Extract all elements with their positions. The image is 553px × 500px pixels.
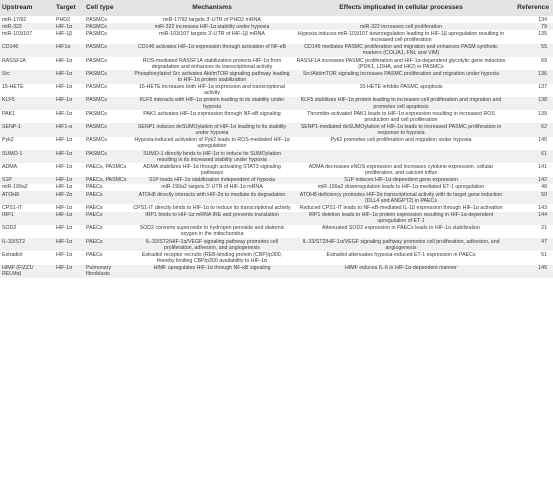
cell-reference: 62 xyxy=(509,123,553,136)
cell-effect: RASSF1A increases PASMC proliferation and HIF-1α-dependent glycolytic gene induction (PDK1, LDHA, and HK2) in PASMCs xyxy=(293,57,509,70)
cell-reference: 138 xyxy=(509,97,553,110)
cell-effect: Pyk2 promotes cell proliferation and migration under hypoxia xyxy=(293,137,509,150)
cell-cell-type: PASMCs xyxy=(84,23,131,30)
cell-cell-type: PASMCs xyxy=(84,84,131,97)
cell-cell-type: PASMCs xyxy=(84,44,131,57)
cell-cell-type: PASMCs xyxy=(84,30,131,43)
cell-upstream: KLF5 xyxy=(0,97,54,110)
cell-target: HIF-1α xyxy=(54,57,84,70)
cell-upstream: HIMF (FIZZ1/ RELMα) xyxy=(0,265,54,278)
cell-upstream: Estradiol xyxy=(0,251,54,264)
cell-target: HIF1-α xyxy=(54,123,84,136)
cell-mechanism: CPS1-IT directly binds to HIF-1α to reduce its transcriptional activity xyxy=(131,204,293,211)
cell-reference: 55 xyxy=(509,44,553,57)
table-row xyxy=(0,177,553,184)
cell-cell-type: PASMCs xyxy=(84,150,131,163)
cell-cell-type: PAECs xyxy=(84,225,131,238)
cell-mechanism: ADMA stabilizes HIF-1α through activating STAT3 signaling pathways xyxy=(131,163,293,176)
cell-effect: miR-199a2 downregulation leads to HIF-1α-mediated ET-1 upregulation xyxy=(293,184,509,191)
cell-reference: 139 xyxy=(509,110,553,123)
cell-reference: 50 xyxy=(509,191,553,204)
cell-reference: 144 xyxy=(509,212,553,225)
header-target: Target xyxy=(54,0,84,16)
cell-effect: Reduced CPS1-IT leads to NF-κB-mediated IL-1β expression through HIF-1α activation xyxy=(293,204,509,211)
cell-upstream: IRP1 xyxy=(0,212,54,225)
cell-cell-type: PAECs, PASMCs xyxy=(84,177,131,184)
cell-reference: 142 xyxy=(509,177,553,184)
header-mechanisms: Mechanisms xyxy=(131,0,293,16)
cell-reference: 134 xyxy=(509,16,553,23)
cell-effect: Attenuated SOD2 expression in PAECs leads to HIF-1α stabilization xyxy=(293,225,509,238)
cell-upstream: IL-33/ST2 xyxy=(0,238,54,251)
table-row xyxy=(0,184,553,191)
cell-reference: 140 xyxy=(509,137,553,150)
cell-cell-type: PAECs, PASMCs xyxy=(84,163,131,176)
table-row xyxy=(0,265,553,278)
cell-effect xyxy=(293,150,509,163)
cell-upstream: miR-17/92 xyxy=(0,16,54,23)
cell-upstream: CD146 xyxy=(0,44,54,57)
cell-target: HIF-1α xyxy=(54,150,84,163)
cell-upstream: SENP-1 xyxy=(0,123,54,136)
cell-effect: ATOH8 deficiency promotes HIF-2α transcriptional activity with its target gene induction (DLL4 and ANGPT2) in PAECs xyxy=(293,191,509,204)
cell-cell-type: PASMCs xyxy=(84,123,131,136)
cell-upstream: miR-103/107 xyxy=(0,30,54,43)
cell-target: HIF-1α xyxy=(54,251,84,264)
cell-target: HIF-1α xyxy=(54,265,84,278)
cell-target: HIF-1α xyxy=(54,110,84,123)
header-cell-type: Cell type xyxy=(84,0,131,16)
cell-mechanism: ROS-mediated RASSF1A stabilization protects HIF-1α from degradation and enhances its transcriptional activity xyxy=(131,57,293,70)
header-upstream: Upstream xyxy=(0,0,54,16)
cell-effect: KLF5 stabilizes HIF-1α protein leading to increases cell proliferation and migration and promotes cell apoptosis xyxy=(293,97,509,110)
cell-target: HIF-1α xyxy=(54,204,84,211)
cell-upstream: miR-199a2 xyxy=(0,184,54,191)
cell-reference: 137 xyxy=(509,84,553,97)
cell-effect: IRP1 deletion leads to HIF-1α protein expression resulting in HIF-1α-dependent upregulation of ET-1 xyxy=(293,212,509,225)
cell-effect: CD146 mediates PASMC proliferation and migration and enhances PASM synthetic markers (COLIA1, FNI, and VIM) xyxy=(293,44,509,57)
cell-target: HIF-1α xyxy=(54,163,84,176)
cell-cell-type: PAECs xyxy=(84,212,131,225)
cell-effect: S1P induces HIF-1α-dependent gene expression xyxy=(293,177,509,184)
cell-target: HIF-1α xyxy=(54,23,84,30)
table-row xyxy=(0,70,553,83)
cell-target: PHD2 xyxy=(54,16,84,23)
cell-reference: 47 xyxy=(509,238,553,251)
cell-reference: 143 xyxy=(509,204,553,211)
table-row xyxy=(0,57,553,70)
cell-mechanism: miR-103/107 targets 3'-UTR of HIF-1β mRNA xyxy=(131,30,293,43)
cell-effect xyxy=(293,16,509,23)
table-header xyxy=(0,0,553,16)
cell-effect: ADMA decreases eNOS expression and increases cytokine expression, cellular proliferation, and calcium influx xyxy=(293,163,509,176)
cell-mechanism: PAK1 activates HIF-1α expression through NF-κB signaling xyxy=(131,110,293,123)
cell-cell-type: PAECs xyxy=(84,191,131,204)
cell-upstream: RASSF1A xyxy=(0,57,54,70)
cell-cell-type: PASMCs xyxy=(84,137,131,150)
table-row xyxy=(0,44,553,57)
header-reference: Reference xyxy=(509,0,553,16)
cell-mechanism: Phosphorylated Src activates Akt/mTOR signaling pathway leading to HIF-1α protein stabilization xyxy=(131,70,293,83)
cell-mechanism: ATOH8 directly interacts with HIF-2α to mediate its degradation xyxy=(131,191,293,204)
cell-target: HIF-1α xyxy=(54,70,84,83)
table-row xyxy=(0,137,553,150)
cell-mechanism: miR-199a2 targets 3'-UTR of HIF-1α mRNA xyxy=(131,184,293,191)
cell-upstream: ADMA xyxy=(0,163,54,176)
table-body xyxy=(0,16,553,278)
cell-target: HIF-1α xyxy=(54,177,84,184)
cell-upstream: CPS1-IT xyxy=(0,204,54,211)
table-row xyxy=(0,84,553,97)
cell-target: HIF-2α xyxy=(54,191,84,204)
cell-effect: Src/Akt/mTOR signaling increases PASMC proliferation and migration under hypoxia xyxy=(293,70,509,83)
table-row xyxy=(0,204,553,211)
table-row xyxy=(0,110,553,123)
cell-reference: 135 xyxy=(509,30,553,43)
table-row xyxy=(0,123,553,136)
cell-target: HIF-1α xyxy=(54,238,84,251)
cell-reference: 21 xyxy=(509,225,553,238)
cell-effect: 15-HETE inhibits PASMC apoptosis xyxy=(293,84,509,97)
cell-mechanism: SENP1 induces deSUMOylation of HIF-1α leading to its stability under hypoxia xyxy=(131,123,293,136)
cell-reference: 51 xyxy=(509,251,553,264)
cell-mechanism: miR-17/92 targets 3'-UTR of PHD2 mRNA xyxy=(131,16,293,23)
cell-mechanism: Hypoxia-induced activation of Pyk2 leads to ROS-mediated HIF-1α upregulation xyxy=(131,137,293,150)
cell-upstream: Pyk2 xyxy=(0,137,54,150)
cell-target: HIF-1α xyxy=(54,97,84,110)
cell-target: HIF-1α xyxy=(54,137,84,150)
cell-cell-type: PASMCs xyxy=(84,110,131,123)
table-row xyxy=(0,163,553,176)
cell-target: HIF-1α xyxy=(54,212,84,225)
cell-mechanism: S1P leads HIF-1α stabilization independent of hypoxia xyxy=(131,177,293,184)
cell-cell-type: Pulmonary fibroblasts xyxy=(84,265,131,278)
cell-target: HIF-1α xyxy=(54,84,84,97)
cell-effect: miR-322 increases cell proliferation xyxy=(293,23,509,30)
cell-upstream: SUMO-1 xyxy=(0,150,54,163)
cell-cell-type: PASMCs xyxy=(84,57,131,70)
cell-upstream: PAK1 xyxy=(0,110,54,123)
cell-cell-type: PAECs xyxy=(84,184,131,191)
cell-reference: 136 xyxy=(509,70,553,83)
cell-upstream: SOD2 xyxy=(0,225,54,238)
table-row xyxy=(0,97,553,110)
cell-cell-type: PAECs xyxy=(84,238,131,251)
cell-mechanism: miR-322 increases HIF-1α stability under hypoxia xyxy=(131,23,293,30)
cell-cell-type: PAECs xyxy=(84,204,131,211)
cell-reference: 61 xyxy=(509,150,553,163)
cell-reference: 79 xyxy=(509,23,553,30)
cell-effect: Hypoxia induces miR-103/107 downregulation leading to HIF-1β upregulation resulting in increased cell proliferation xyxy=(293,30,509,43)
cell-upstream: 15-HETE xyxy=(0,84,54,97)
table-row xyxy=(0,251,553,264)
cell-upstream: S1P xyxy=(0,177,54,184)
cell-mechanism: HIMF upregulates HIF-1α through NF-κB signaling xyxy=(131,265,293,278)
table-row xyxy=(0,23,553,30)
cell-reference: 69 xyxy=(509,57,553,70)
table-row xyxy=(0,212,553,225)
header-effects: Effects implicated in cellular processes xyxy=(293,0,509,16)
cell-mechanism: SOD2 converts superoxide to hydrogen peroxide and diatomic oxygen in the mitochondria xyxy=(131,225,293,238)
table-row xyxy=(0,150,553,163)
cell-mechanism: SUMO-1 directly binds to HIF-1α to induce its SUMOylation resulting in its increased stability under hypoxia xyxy=(131,150,293,163)
cell-effect: SENP1-mediated deSUMOylation of HIF-1α leads to increased PASMC proliferation in response to hypoxia xyxy=(293,123,509,136)
cell-reference: 141 xyxy=(509,163,553,176)
cell-target: HIF-1α xyxy=(54,184,84,191)
table-row xyxy=(0,238,553,251)
cell-mechanism: KLF5 interacts with HIF-1α protein leading to its stability under hypoxia xyxy=(131,97,293,110)
cell-effect: HIMF induces IL-6 in HIF-1α-dependent manner xyxy=(293,265,509,278)
cell-mechanism: IRP1 binds to HIF-1α mRNA IRE and prevents translation xyxy=(131,212,293,225)
cell-upstream: miR-322 xyxy=(0,23,54,30)
cell-cell-type: PASMCs xyxy=(84,97,131,110)
cell-upstream: Src xyxy=(0,70,54,83)
header-row xyxy=(0,0,553,16)
cell-cell-type: PAECs xyxy=(84,251,131,264)
cell-effect: IL-33/ST2/HIF-1α/VEGF signaling pathway promotes cell proliferation, adhesion, and angiogenesis xyxy=(293,238,509,251)
table-row xyxy=(0,30,553,43)
cell-cell-type: PASMCs xyxy=(84,70,131,83)
table-row xyxy=(0,16,553,23)
cell-upstream: ATOH8 xyxy=(0,191,54,204)
cell-cell-type: PASMCs xyxy=(84,16,131,23)
cell-mechanism: 15-HETE increases both HIF-1α expression and transcriptional activity xyxy=(131,84,293,97)
cell-mechanism: IL-33/ST2/HIF-1α/VEGF signaling pathway promotes cell proliferation, adhesion, and angiogenesis xyxy=(131,238,293,251)
table-row xyxy=(0,191,553,204)
table-row xyxy=(0,225,553,238)
cell-target: HIF-1β xyxy=(54,30,84,43)
cell-reference: 145 xyxy=(509,265,553,278)
cell-target: HIF1α xyxy=(54,44,84,57)
cell-mechanism: CD146 activates HIF-1α expression through activation of NF-κB xyxy=(131,44,293,57)
cell-target: HIF-1α xyxy=(54,225,84,238)
cell-effect: Thrombin-activated PAK1 leads to HIF-1α expression resulting in increased ROS production and cell proliferation xyxy=(293,110,509,123)
cell-effect: Estradiol attenuates hypoxia-induced ET-1 expression in PAECs xyxy=(293,251,509,264)
cell-reference: 48 xyxy=(509,184,553,191)
cell-mechanism: Estradiol receptor recruits (REB-binding protein (CBP)/p300, thereby limiting CBP/p300 availability to HIF-1α xyxy=(131,251,293,264)
